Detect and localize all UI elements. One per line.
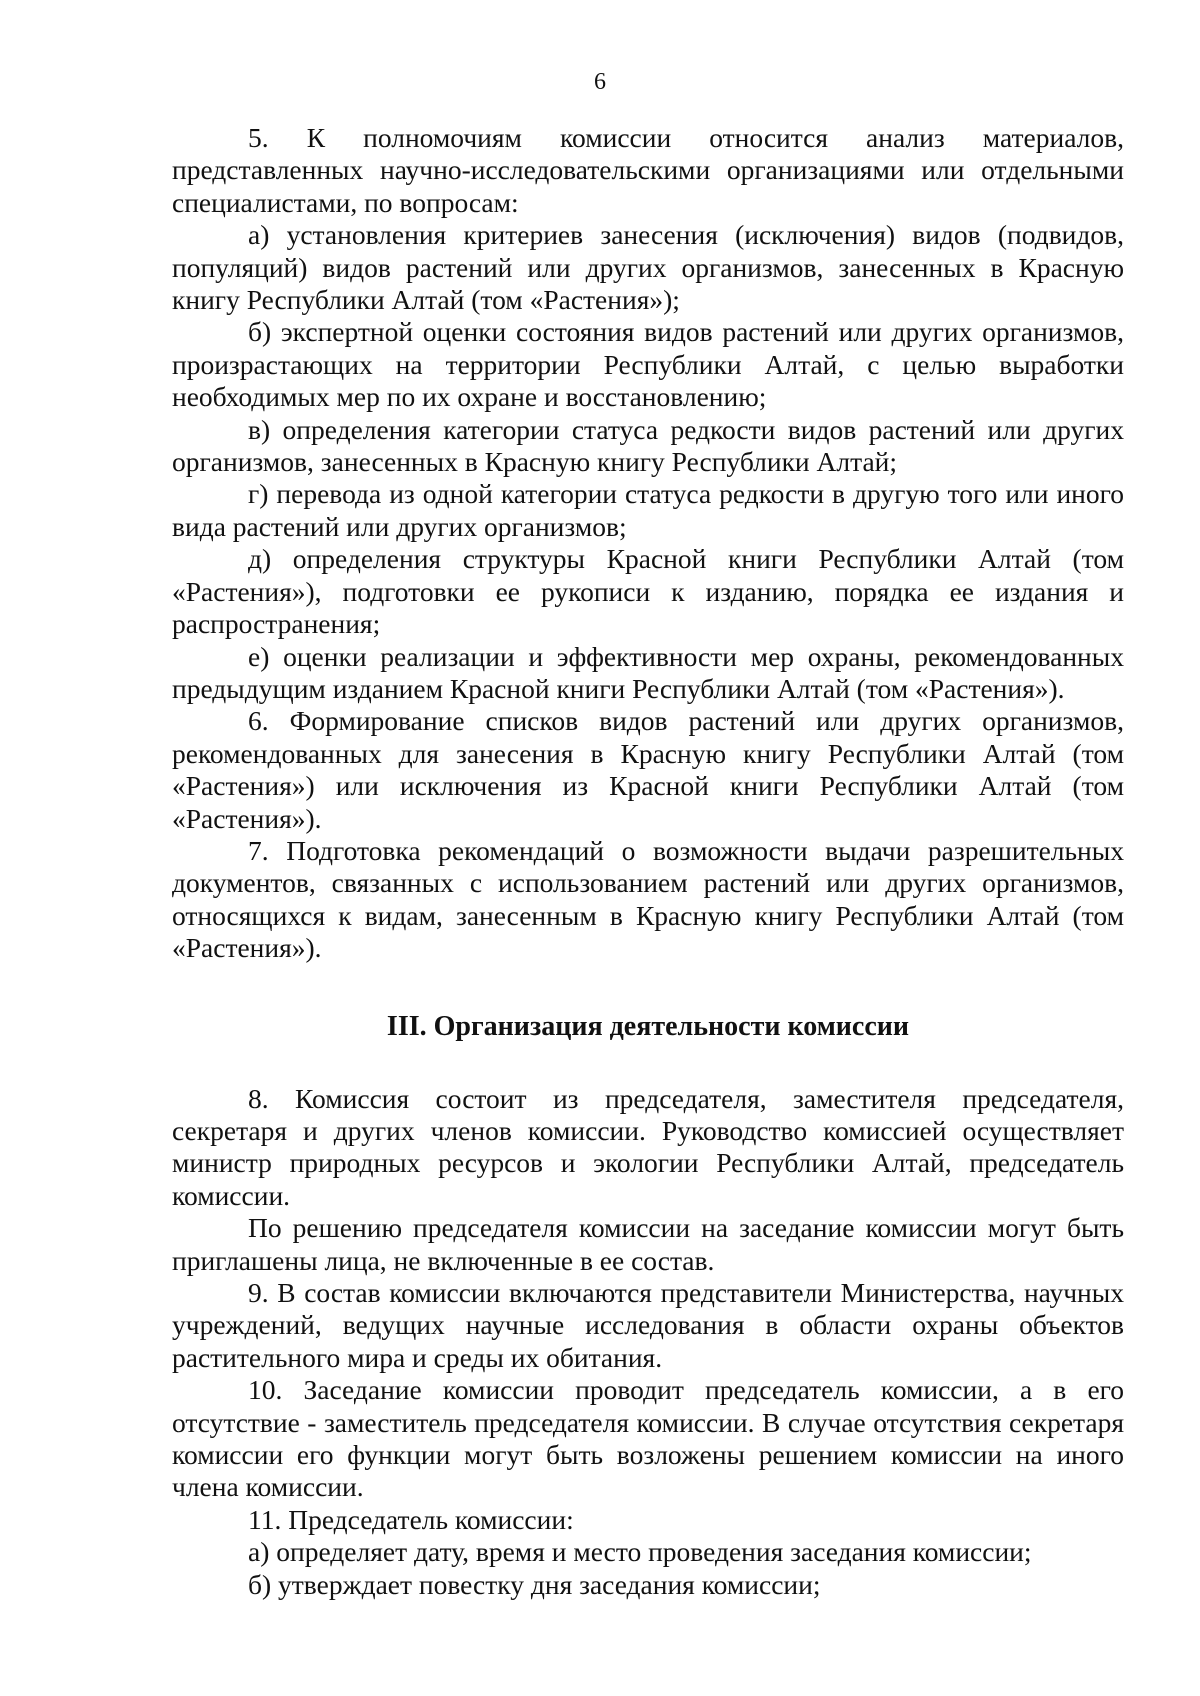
paragraph-5d: д) определения структуры Красной книги Республики Алтай (том «Растения»), подготовки ее рукописи к изданию, порядка ее издания и распространения; (172, 543, 1124, 640)
paragraph-9: 9. В состав комиссии включаются представители Министерства, научных учреждений, ведущих научные исследования в области охраны объектов растительного мира и среды их обитания. (172, 1277, 1124, 1373)
paragraph-5: 5. К полномочиям комиссии относится анализ материалов, представленных научно-исследовательскими организациями или отдельными специалистами, по вопросам: (172, 122, 1124, 218)
document-body (172, 122, 1124, 1601)
paragraph-7: 7. Подготовка рекомендаций о возможности выдачи разрешительных документов, связанных с использованием растений или других организмов, относящихся к видам, занесенным в Красную книгу Республики Алтай (том «Растения»). (172, 834, 1124, 964)
paragraph-11b: б) утверждает повестку дня заседания комиссии; (248, 1568, 821, 1600)
section-heading: III. Организация деятельности комиссии (386, 1010, 910, 1042)
paragraph-5a: а) установления критериев занесения (исключения) видов (подвидов, популяций) видов растений или других организмов, занесенных в Красную книгу Республики Алтай (том «Растения»); (172, 219, 1124, 316)
paragraph-5v: в) определения категории статуса редкости видов растений или других организмов, занесенных в Красную книгу Республики Алтай; (172, 413, 1124, 478)
paragraph-5e: е) оценки реализации и эффективности мер охраны, рекомендованных предыдущим изданием Красной книги Республики Алтай (том «Растения»). (172, 640, 1124, 704)
paragraph-5b: б) экспертной оценки состояния видов растений или других организмов, произрастающих на территории Республики Алтай, с целью выработки необходимых мер по их охране и восстановлению; (172, 316, 1124, 413)
page-number: 6 (594, 69, 606, 95)
paragraph-10: 10. Заседание комиссии проводит председатель комиссии, а в его отсутствие - заместитель председателя комиссии. В случае отсутствия секретаря комиссии его функции могут быть возложены решением комиссии на иного члена комиссии. (172, 1374, 1124, 1503)
paragraph-11: 11. Председатель комиссии: (248, 1503, 574, 1535)
paragraph-5g: г) перевода из одной категории статуса редкости в другую того или иного вида растений или других организмов; (172, 478, 1124, 542)
paragraph-8: 8. Комиссия состоит из председателя, заместителя председателя, секретаря и других членов комиссии. Руководство комиссией осуществляет министр природных ресурсов и экологии Республики Алтай, председатель комиссии. (172, 1082, 1124, 1211)
paragraph-11a: а) определяет дату, время и место проведения заседания комиссии; (248, 1536, 1032, 1568)
paragraph-8-invite: По решению председателя комиссии на заседание комиссии могут быть приглашены лица, не включенные в ее состав. (172, 1212, 1124, 1276)
paragraph-6: 6. Формирование списков видов растений или других организмов, рекомендованных для занесения в Красную книгу Республики Алтай (том «Растения») или исключения из Красной книги Республики Алтай (том «Растения»). (172, 705, 1124, 834)
